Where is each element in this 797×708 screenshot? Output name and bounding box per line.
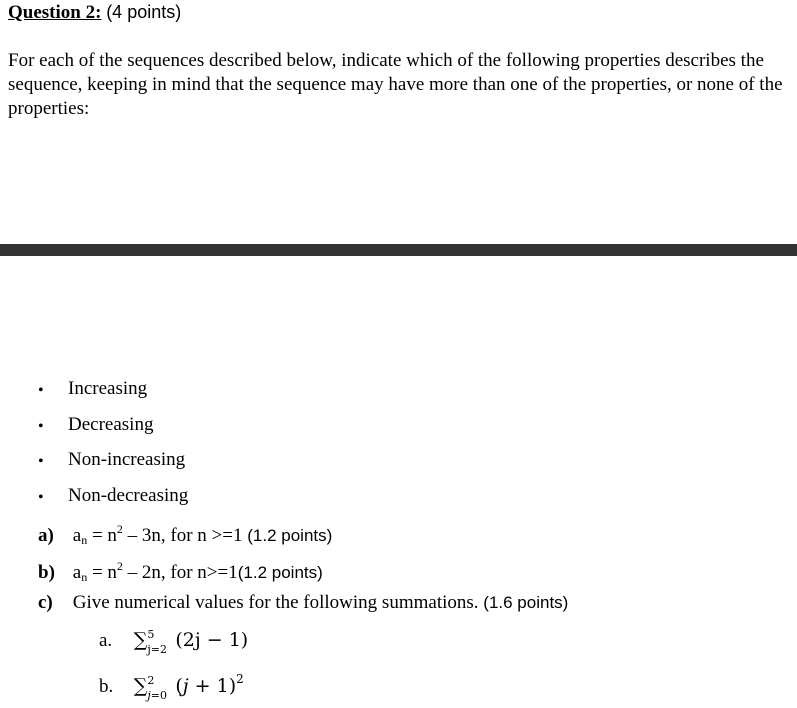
part-a-rest: – 3n, for n >=1: [122, 525, 248, 546]
summation-b: [99, 667, 244, 702]
summation-b-term: (𝑗 + 1): [175, 675, 237, 697]
part-c-label: c): [38, 592, 53, 613]
part-a-label: a): [38, 525, 54, 546]
summation-a-limits: [147, 628, 175, 656]
summation-b-upper: 2: [147, 674, 155, 687]
summation-a-label: a.: [99, 630, 113, 651]
summation-b-expression: [133, 672, 244, 702]
question-title: [8, 2, 181, 24]
summation-b-power: 2: [236, 672, 244, 686]
summation-b-lower: 𝑗=0: [147, 689, 167, 702]
bullet-icon: •: [38, 417, 44, 435]
property-increasing: Increasing: [68, 378, 148, 399]
question-points: (4 points): [106, 2, 182, 22]
part-b-sub: n: [81, 570, 88, 584]
question-label: Question 2:: [8, 2, 102, 23]
sigma-icon: ∑: [133, 675, 148, 697]
divider-bar: [0, 244, 797, 256]
part-c-points: (1.6 points): [483, 593, 569, 612]
part-a-points: (1.2 points): [247, 526, 333, 545]
summation-a-upper: 5: [147, 628, 155, 641]
bullet-icon: •: [38, 488, 44, 506]
part-b-var: a: [72, 562, 82, 583]
summation-a: [99, 628, 249, 656]
part-a-eq: = n: [87, 525, 117, 546]
summation-b-limits: [147, 674, 175, 702]
part-a-sub: n: [81, 533, 88, 547]
summation-a-lower: j=2: [147, 643, 167, 656]
part-b-points: (1.2 points): [237, 563, 323, 582]
intro-paragraph: For each of the sequences described below, indicate which of the following properties describes the sequence, keeping in mind that the sequence may have more than one of the properties, or none of the properties:: [8, 50, 783, 119]
summation-a-expression: [133, 628, 249, 656]
part-a-var: a: [72, 525, 82, 546]
part-c-text: Give numerical values for the following summations.: [72, 592, 479, 613]
part-b-exp: 2: [116, 559, 123, 573]
part-c: [38, 591, 568, 615]
part-b-label: b): [38, 562, 55, 583]
bullet-icon: •: [38, 453, 44, 470]
summation-b-label: b.: [99, 676, 114, 697]
part-b-eq: = n: [87, 562, 117, 583]
property-non-decreasing: Non-decreasing: [68, 484, 189, 506]
part-b-rest: – 2n, for n>=1: [122, 562, 238, 583]
property-non-increasing: Non-increasing: [68, 449, 186, 470]
property-decreasing: Decreasing: [68, 413, 154, 435]
summation-a-term: (2j − 1): [175, 629, 249, 651]
part-b: [38, 554, 323, 589]
part-a-exp: 2: [116, 522, 123, 536]
part-a: [38, 517, 332, 552]
bullet-icon: •: [38, 382, 44, 399]
sigma-icon: ∑: [133, 629, 148, 651]
